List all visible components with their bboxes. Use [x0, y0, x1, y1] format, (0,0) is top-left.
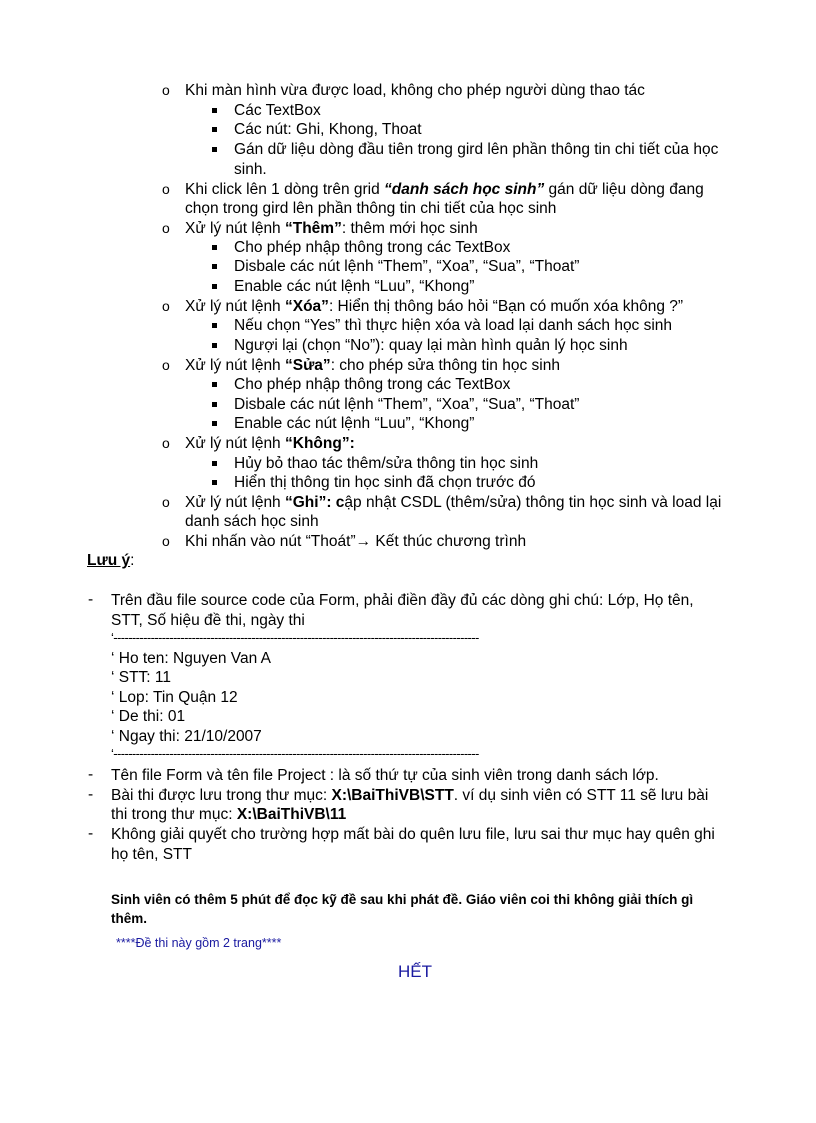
circle-bullet-icon: o	[162, 357, 170, 373]
comment-line-class: ‘ Lop: Tin Quận 12	[111, 689, 238, 706]
comment-line-exam: ‘ De thi: 01	[111, 708, 186, 725]
note-item-4: Không giải quyết cho trường hợp mất bài do quên lưu file, lưu sai thư mục hay quên ghi	[111, 826, 715, 843]
item-5: Xử lý nút lệnh “Sửa”: cho phép sửa thông tin học sinh	[185, 357, 560, 374]
footer-instruction-cont: thêm.	[111, 911, 148, 926]
item-4b: Ngượi lại (chọn “No”): quay lại màn hình quản lý học sinh	[234, 337, 628, 354]
item-2-cont: chọn trong gird lên phần thông tin chi tiết của học sinh	[185, 200, 557, 217]
dash-bullet: -	[88, 786, 94, 803]
dash-bullet: -	[88, 825, 94, 842]
item-4: Xử lý nút lệnh “Xóa”: Hiển thị thông báo hỏi “Bạn có muốn xóa không ?”	[185, 298, 684, 315]
item-3a: Cho phép nhập thông trong các TextBox	[234, 239, 511, 256]
note-item-3-cont: thi trong thư mục: X:\BaiThiVB\11	[111, 806, 347, 823]
note-item-4-cont: họ tên, STT	[111, 846, 192, 863]
item-1c: Gán dữ liệu dòng đầu tiên trong gird lên phần thông tin chi tiết của học	[234, 141, 719, 158]
circle-bullet-icon: o	[162, 181, 170, 197]
item-7-cont: danh sách học sinh	[185, 513, 319, 530]
item-7: Xử lý nút lệnh “Ghi”: cập nhật CSDL (thêm/sửa) thông tin học sinh và load lại	[185, 494, 722, 511]
circle-bullet-icon: o	[162, 435, 170, 451]
item-1a: Các TextBox	[234, 102, 321, 119]
square-bullet-icon	[212, 264, 217, 269]
circle-bullet-icon: o	[162, 298, 170, 314]
note-item-1: Trên đầu file source code của Form, phải điền đầy đủ các dòng ghi chú: Lớp, Họ tên,	[111, 592, 694, 609]
note-item-3: Bài thi được lưu trong thư mục: X:\BaiThiVB\STT. ví dụ sinh viên có STT 11 sẽ lưu bài	[111, 787, 709, 804]
item-3c: Enable các nút lệnh “Luu”, “Khong”	[234, 278, 475, 295]
page-count-note: ****Đề thi này gồm 2 trang****	[116, 936, 282, 950]
square-bullet-icon	[212, 480, 217, 485]
item-5a: Cho phép nhập thông trong các TextBox	[234, 376, 511, 393]
item-1: Khi màn hình vừa được load, không cho phép người dùng thao tác	[185, 82, 645, 99]
circle-bullet-icon: o	[162, 494, 170, 510]
circle-bullet-icon: o	[162, 82, 170, 98]
item-5c: Enable các nút lệnh “Luu”, “Khong”	[234, 415, 475, 432]
end-marker: HẾT	[398, 962, 432, 981]
dash-bullet: -	[88, 766, 94, 783]
square-bullet-icon	[212, 461, 217, 466]
item-3: Xử lý nút lệnh “Thêm”: thêm mới học sinh	[185, 220, 478, 237]
footer-instruction: Sinh viên có thêm 5 phút để đọc kỹ đề sau khi phát đề. Giáo viên coi thi không giải thích gì	[111, 892, 694, 907]
square-bullet-icon	[212, 284, 217, 289]
square-bullet-icon	[212, 323, 217, 328]
note-item-1-cont: STT, Số hiệu đề thi, ngày thi	[111, 612, 305, 629]
note-heading: Lưu ý:	[87, 552, 135, 569]
item-6: Xử lý nút lệnh “Không”:	[185, 435, 355, 452]
item-1c-cont: sinh.	[234, 161, 267, 178]
item-6a: Hủy bỏ thao tác thêm/sửa thông tin học sinh	[234, 455, 539, 472]
square-bullet-icon	[212, 147, 217, 152]
square-bullet-icon	[212, 421, 217, 426]
comment-rule-top: ‘--------------------------------------------------------------------------------------------------	[111, 630, 479, 645]
circle-bullet-icon: o	[162, 533, 170, 549]
item-5b: Disbale các nút lệnh “Them”, “Xoa”, “Sua”, “Thoat”	[234, 396, 580, 413]
dash-bullet: -	[88, 591, 94, 608]
square-bullet-icon	[212, 245, 217, 250]
item-2: Khi click lên 1 dòng trên grid “danh sách học sinh” gán dữ liệu dòng đang	[185, 181, 704, 198]
square-bullet-icon	[212, 382, 217, 387]
circle-bullet-icon: o	[162, 220, 170, 236]
comment-line-stt: ‘ STT: 11	[111, 669, 172, 686]
item-4a: Nếu chọn “Yes” thì thực hiện xóa và load lại danh sách học sinh	[234, 317, 673, 334]
note-item-2: Tên file Form và tên file Project : là số thứ tự của sinh viên trong danh sách lớp.	[111, 767, 659, 784]
comment-line-name: ‘ Ho ten: Nguyen Van A	[111, 650, 271, 667]
square-bullet-icon	[212, 127, 217, 132]
comment-line-date: ‘ Ngay thi: 21/10/2007	[111, 728, 262, 745]
item-3b: Disbale các nút lệnh “Them”, “Xoa”, “Sua”, “Thoat”	[234, 258, 580, 275]
square-bullet-icon	[212, 108, 217, 113]
square-bullet-icon	[212, 402, 217, 407]
item-8: Khi nhấn vào nút “Thoát”→ Kết thúc chương trình	[185, 533, 527, 550]
comment-rule-bottom: ‘--------------------------------------------------------------------------------------------------	[111, 746, 479, 761]
item-6b: Hiển thị thông tin học sinh đã chọn trước đó	[234, 474, 536, 491]
item-1b: Các nút: Ghi, Khong, Thoat	[234, 121, 422, 138]
square-bullet-icon	[212, 343, 217, 348]
